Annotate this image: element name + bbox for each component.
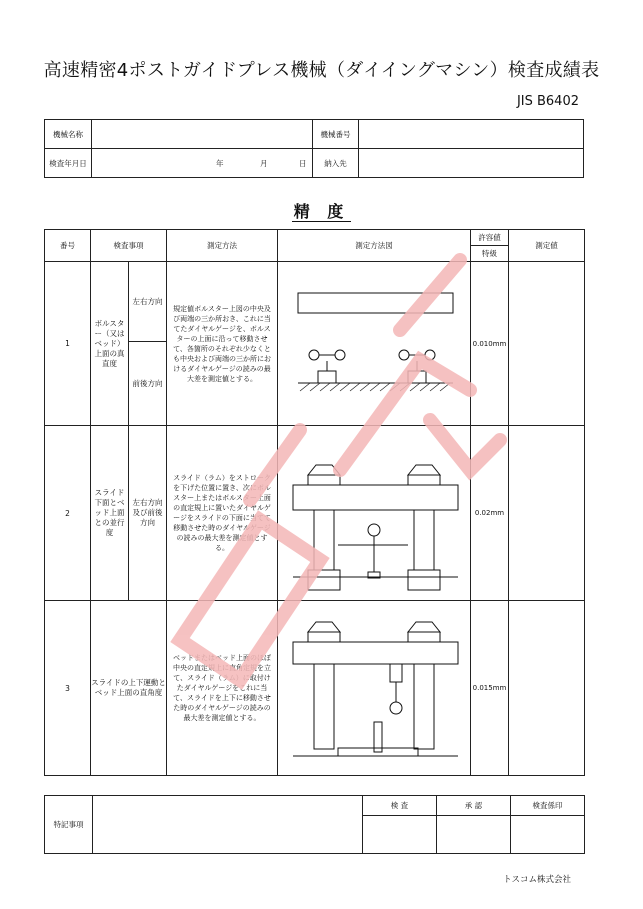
approval-seal[interactable] bbox=[437, 816, 511, 854]
company-name: トスコム株式会社 bbox=[503, 875, 571, 885]
inspection-header: 検 査 bbox=[363, 796, 437, 816]
inspection-date-field[interactable] bbox=[92, 149, 313, 178]
machine-name-field[interactable] bbox=[92, 120, 313, 149]
signature-table bbox=[44, 795, 585, 854]
standard-code: JIS B6402 bbox=[516, 94, 579, 109]
row3-diagram bbox=[278, 601, 471, 776]
row2-item: スライド下面とベッド上面との並行度 bbox=[91, 426, 129, 601]
inspector-header: 検査係印 bbox=[511, 796, 585, 816]
inspector-seal[interactable] bbox=[511, 816, 585, 854]
row2-no: 2 bbox=[45, 426, 91, 601]
row2-measured[interactable] bbox=[509, 426, 585, 601]
row1-sub-lr: 左右方向 bbox=[129, 262, 167, 342]
accuracy-table bbox=[44, 229, 585, 776]
col-tolerance: 許容値 bbox=[471, 230, 509, 246]
row3-method: ベッドまたはベッド上面のほぼ中央の直定規上に直角定規を立て、スライド（ラム）に取付けたダイヤルゲージをこれに当て、スライドを上下に移動させた時のダイヤルゲージの読みの最大差を測定値とする。 bbox=[167, 601, 278, 776]
remarks-label: 特記事項 bbox=[45, 796, 93, 854]
row1-item: ボルスター（又はベッド）上面の真直度 bbox=[91, 262, 129, 426]
col-method: 測定方法 bbox=[167, 230, 278, 262]
col-no: 番号 bbox=[45, 230, 91, 262]
row3-no: 3 bbox=[45, 601, 91, 776]
row1-diagram bbox=[278, 262, 471, 426]
row3-item: スライドの上下運動とベッド上面の直角度 bbox=[91, 601, 167, 776]
row2-sub: 左右方向及び前後方向 bbox=[129, 426, 167, 601]
year-label: 年 bbox=[216, 159, 224, 168]
approval-header: 承 認 bbox=[437, 796, 511, 816]
inspection-seal[interactable] bbox=[363, 816, 437, 854]
day-label: 日 bbox=[299, 159, 307, 168]
machine-number-field[interactable] bbox=[359, 120, 584, 149]
month-label: 月 bbox=[260, 159, 268, 168]
machine-number-label: 機械番号 bbox=[313, 120, 359, 149]
document-title: 高速精密4ポストガイドプレス機械（ダイイングマシン）検査成績表 bbox=[43, 60, 600, 81]
row1-tolerance: 0.010mm bbox=[471, 262, 509, 426]
info-table bbox=[44, 119, 584, 178]
machine-name-label: 機械名称 bbox=[45, 120, 92, 149]
row1-sub-fb: 前後方向 bbox=[129, 342, 167, 426]
col-diagram: 測定方法図 bbox=[278, 230, 471, 262]
delivery-field[interactable] bbox=[359, 149, 584, 178]
row3-tolerance: 0.015mm bbox=[471, 601, 509, 776]
slide-perpendicularity-diagram bbox=[278, 602, 471, 772]
bolster-straightness-diagram bbox=[278, 263, 471, 423]
col-measured: 測定値 bbox=[509, 230, 585, 262]
remarks-field[interactable] bbox=[93, 796, 363, 854]
slide-parallelism-diagram bbox=[278, 427, 471, 597]
inspection-date-label: 検査年月日 bbox=[45, 149, 92, 178]
row2-tolerance: 0.02mm bbox=[471, 426, 509, 601]
row1-method: 規定値ボルスター上図の中央及び両端の三か所おき、これに当てたダイヤルゲージを、ボルスターの上面に沿って移動させて、各箇所のそれぞれ少なくとも中央および両端の三か所におけるダイヤルゲージの読みの最大差を測定値とする。 bbox=[167, 262, 278, 426]
row2-method: スライド（ラム）をストロークを下げた位置に置き、次にボルスター上またはボルスター上面の直定規上に置いたダイヤルゲージをスライドの下面に当てて移動させた時のダイヤルゲージの読みの最大差を測定値とする。 bbox=[167, 426, 278, 601]
section-title: 精 度 bbox=[293, 202, 350, 221]
row1-no: 1 bbox=[45, 262, 91, 426]
col-item: 検査事項 bbox=[91, 230, 167, 262]
row2-diagram bbox=[278, 426, 471, 601]
row3-measured[interactable] bbox=[509, 601, 585, 776]
col-tolerance-grade: 特級 bbox=[471, 246, 509, 262]
row1-measured[interactable] bbox=[509, 262, 585, 426]
delivery-label: 納入先 bbox=[313, 149, 359, 178]
